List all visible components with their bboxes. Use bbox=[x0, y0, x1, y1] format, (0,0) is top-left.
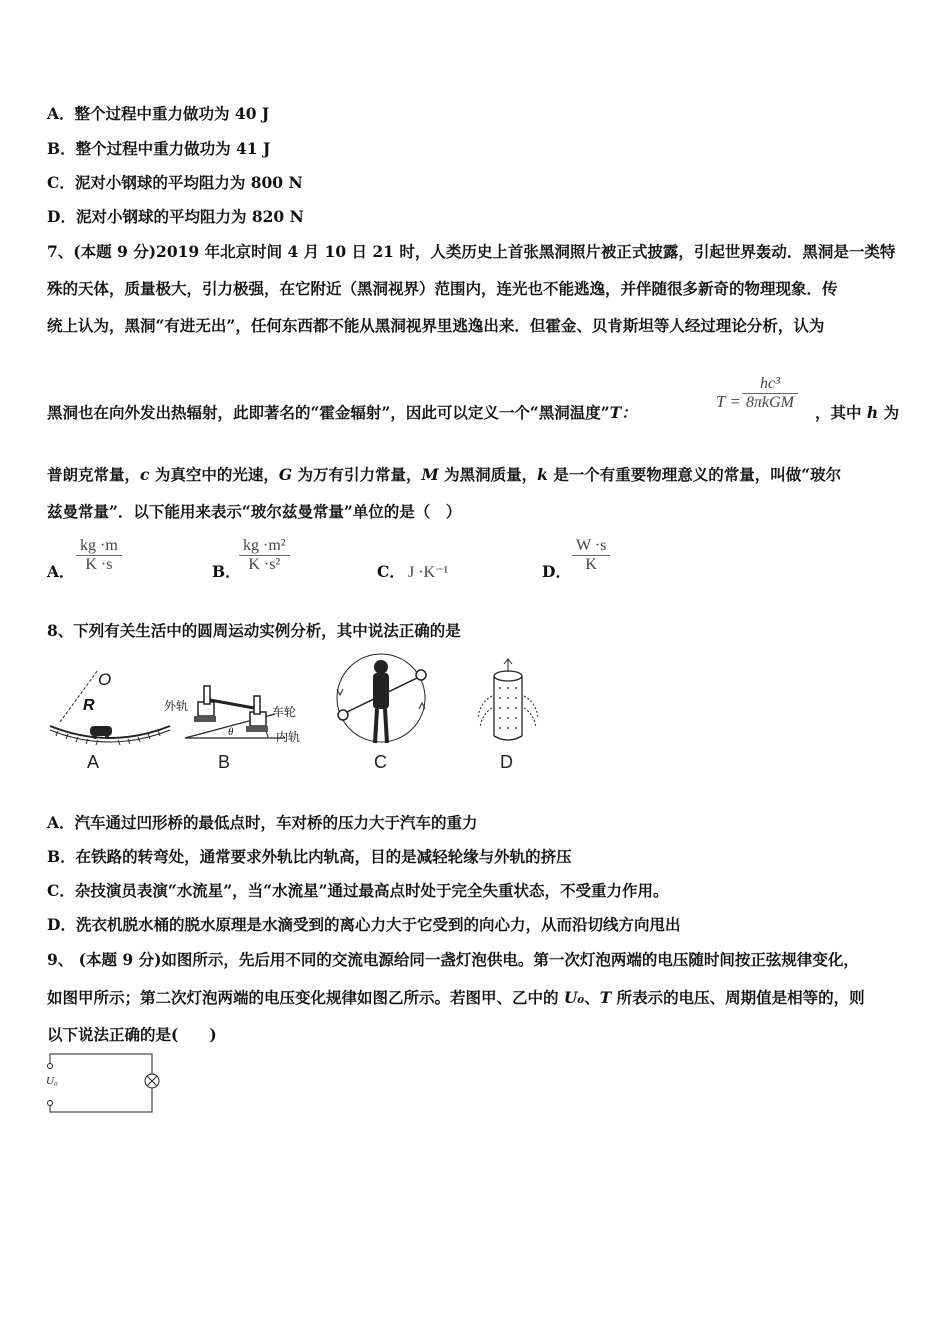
figure-b-theta: θ bbox=[228, 726, 234, 738]
figure-a-label-r: R bbox=[83, 697, 95, 714]
figure-b-outer-rail: 外轨 bbox=[164, 699, 189, 713]
q9-line-3: 以下说法正确的是( ) bbox=[47, 1025, 217, 1044]
q7-option-c-expr: J ·K⁻¹ bbox=[408, 564, 449, 581]
q8-option-b: B．在铁路的转弯处，通常要求外轨比内轨高，目的是减轻轮缘与外轨的挤压 bbox=[47, 847, 572, 866]
q7-line-2: 殊的天体，质量极大，引力极强，在它附近（黑洞视界）范围内，连光也不能逃逸，并伴随很多新奇的物理现象．传 bbox=[47, 279, 838, 298]
q7-option-b-label: B． bbox=[212, 562, 241, 581]
q6-option-b: B．整个过程中重力做功为 41 J bbox=[47, 139, 271, 158]
q6-option-c: C．泥对小钢球的平均阻力为 800 N bbox=[47, 173, 303, 192]
q8-option-a: A．汽车通过凹形桥的最低点时，车对桥的压力大于汽车的重力 bbox=[47, 813, 478, 832]
q7-option-a-label: A． bbox=[47, 562, 75, 581]
q6-option-d: D．泥对小钢球的平均阻力为 820 N bbox=[47, 207, 304, 226]
q7-option-a-fraction: $\frac{kg \cdot m}{K \cdot s}$ bbox=[76, 537, 122, 574]
figure-a-label-o: O bbox=[98, 670, 112, 689]
black-hole-temperature-formula bbox=[742, 375, 798, 412]
figure-a-caption: A bbox=[87, 752, 100, 772]
figure-b-caption: B bbox=[218, 752, 231, 772]
q9-line-2: 如图甲所示；第二次灯泡两端的电压变化规律如图乙所示。若图甲、乙中的 U₀、T 所表示的电压、周期值是相等的，则 bbox=[47, 988, 865, 1007]
q7-line-6: 兹曼常量”．以下能用来表示“玻尔兹曼常量”单位的是（ ） bbox=[47, 502, 462, 521]
q7-line-4: 黑洞也在向外发出热辐射，此即著名的“霍金辐射”，因此可以定义一个“黑洞温度”T： bbox=[47, 403, 637, 422]
formula-lhs: T = bbox=[716, 392, 741, 411]
q7-option-b-fraction: $\frac{\text{kg ·m²}}{\text{K ·s²}}$ bbox=[239, 537, 290, 574]
q7-option-c-label: C． bbox=[377, 562, 405, 581]
q7-line-3: 统上认为，黑洞“有进无出”，任何东西都不能从黑洞视界里逃逸出来．但霍金、贝肯斯坦等人经过理论分析，认为 bbox=[47, 316, 825, 335]
q6-option-a: A．整个过程中重力做功为 40 J bbox=[47, 104, 270, 123]
circuit-u0-label: U₀ bbox=[46, 1075, 58, 1087]
q7-line-5: 普朗克常量，c 为真空中的光速，G 为万有引力常量，M 为黑洞质量，k 是一个有重要物理意义的常量，叫做“玻尔 bbox=[47, 465, 842, 484]
formula-denominator: 8πkGM bbox=[746, 394, 794, 411]
q7-option-d-fraction: $\frac{W \cdot s}{K}$ bbox=[572, 537, 610, 574]
figure-d-washer-drum bbox=[472, 656, 544, 746]
figure-b-inner-rail: 内轨 bbox=[276, 730, 301, 744]
q8-stem: 8、下列有关生活中的圆周运动实例分析，其中说法正确的是 bbox=[47, 621, 461, 640]
lamp-circuit-diagram bbox=[44, 1052, 164, 1116]
q8-option-c: C．杂技演员表演“水流星”，当“水流星”通过最高点时处于完全失重状态，不受重力作用。 bbox=[47, 881, 669, 900]
figure-c-caption: C bbox=[374, 752, 387, 772]
q7-line-4-tail: ，其中 h 为 bbox=[815, 403, 900, 422]
figure-d-caption: D bbox=[500, 752, 513, 772]
q8-option-d: D．洗衣机脱水桶的脱水原理是水滴受到的离心力大于它受到的向心力，从而沿切线方向甩出 bbox=[47, 915, 681, 934]
q7-line-1: 7、(本题 9 分)2019 年北京时间 4 月 10 日 21 时，人类历史上首张黑洞照片被正式披露，引起世界轰动．黑洞是一类特 bbox=[47, 242, 896, 261]
figure-b-wheel: 车轮 bbox=[272, 705, 297, 719]
q7-option-d-label: D． bbox=[542, 562, 571, 581]
q9-line-1: 9、 (本题 9 分)如图所示，先后用不同的交流电源给同一盏灯泡供电。第一次灯泡两端的电压随时间按正弦规律变化， bbox=[47, 950, 859, 969]
formula-numerator: hc³ bbox=[742, 375, 798, 394]
figure-c-water-meteor bbox=[333, 649, 429, 747]
